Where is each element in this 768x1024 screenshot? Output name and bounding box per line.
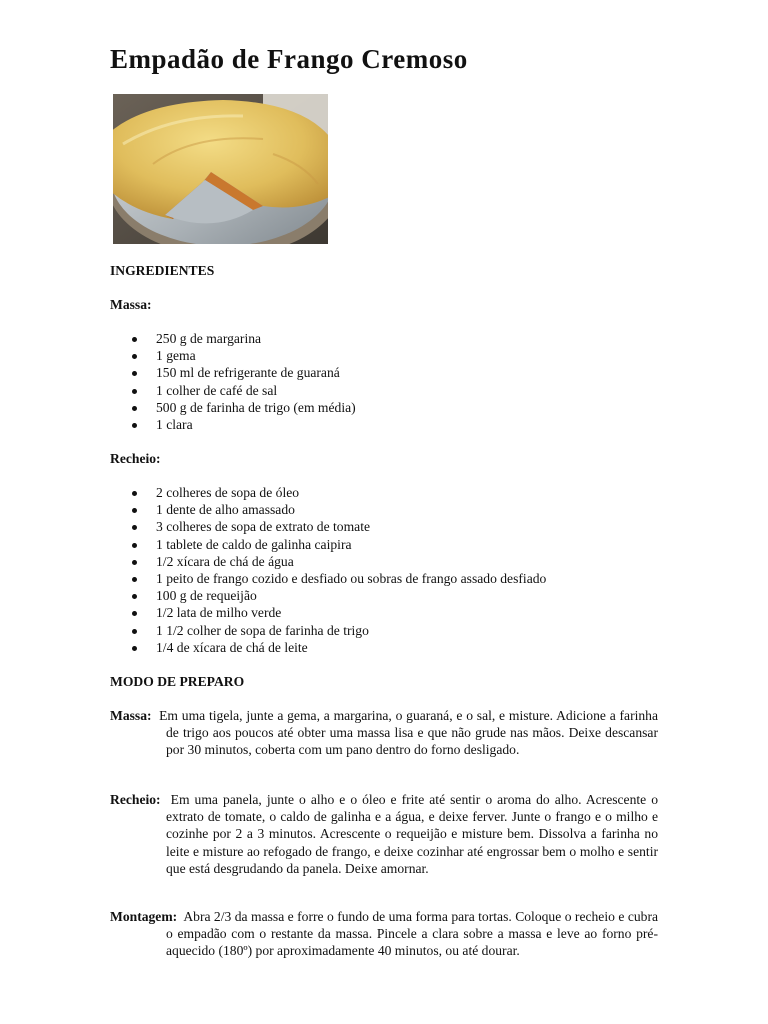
massa-ingredient-list xyxy=(110,330,356,433)
list-item: 1 colher de café de sal xyxy=(110,382,356,399)
list-item: 1/2 lata de milho verde xyxy=(110,604,546,621)
list-item: 1/2 xícara de chá de água xyxy=(110,553,546,570)
list-item: 1 gema xyxy=(110,347,356,364)
preparo-step-label: Montagem: xyxy=(110,909,178,924)
preparo-massa-paragraph xyxy=(110,707,658,759)
list-item: 150 ml de refrigerante de guaraná xyxy=(110,364,356,381)
preparo-step-label: Massa: xyxy=(110,708,152,723)
list-item: 1 dente de alho amassado xyxy=(110,501,546,518)
massa-heading: Massa: xyxy=(110,297,152,312)
list-item: 1 tablete de caldo de galinha caipira xyxy=(110,536,546,553)
ingredients-heading: INGREDIENTES xyxy=(110,263,215,278)
preparo-step-text: Em uma panela, junte o alho e o óleo e frite até sentir o aroma do alho. Acrescente o extrato de tomate, o caldo de galinha e a água, e deixe ferver. Junte o frango e o milho e cozinhe por 2 a 3 minutos. Acrescente o requeijão e misture bem. Dissolva a farinha no leite e misture ao refogado de frango, e deixe cozinhar até engrossar bem o molho e sentir que está desgrudando da panela. Deixe amornar. xyxy=(166,792,659,876)
preparo-heading: MODO DE PREPARO xyxy=(110,674,245,689)
preparo-recheio-paragraph xyxy=(110,791,658,877)
list-item: 500 g de farinha de trigo (em média) xyxy=(110,399,356,416)
list-item: 3 colheres de sopa de extrato de tomate xyxy=(110,518,546,535)
list-item: 1/4 de xícara de chá de leite xyxy=(110,639,546,656)
recheio-heading: Recheio: xyxy=(110,451,161,466)
preparo-step-label: Recheio: xyxy=(110,792,161,807)
empadao-photo-icon xyxy=(113,94,328,244)
list-item: 1 1/2 colher de sopa de farinha de trigo xyxy=(110,622,546,639)
page-title: Empadão de Frango Cremoso xyxy=(110,44,468,74)
list-item: 100 g de requeijão xyxy=(110,587,546,604)
preparo-montagem-paragraph xyxy=(110,908,658,960)
list-item: 250 g de margarina xyxy=(110,330,356,347)
list-item: 1 peito de frango cozido e desfiado ou sobras de frango assado desfiado xyxy=(110,570,546,587)
list-item: 2 colheres de sopa de óleo xyxy=(110,484,546,501)
recheio-ingredient-list xyxy=(110,484,546,656)
list-item: 1 clara xyxy=(110,416,356,433)
preparo-step-text: Em uma tigela, junte a gema, a margarina, o guaraná, e o sal, e misture. Adicione a farinha de trigo aos poucos até obter uma massa lisa e que não grude nas mãos. Deixe descansar por 30 minutos, coberta com um pano dentro do forno desligado. xyxy=(159,708,659,758)
preparo-step-text: Abra 2/3 da massa e forre o fundo de uma forma para tortas. Coloque o recheio e cubra o empadão com o restante da massa. Pincele a clara sobre a massa e leve ao forno pré-aquecido (180º) por aproximadamente 40 minutos, ou até dourar. xyxy=(166,909,659,959)
